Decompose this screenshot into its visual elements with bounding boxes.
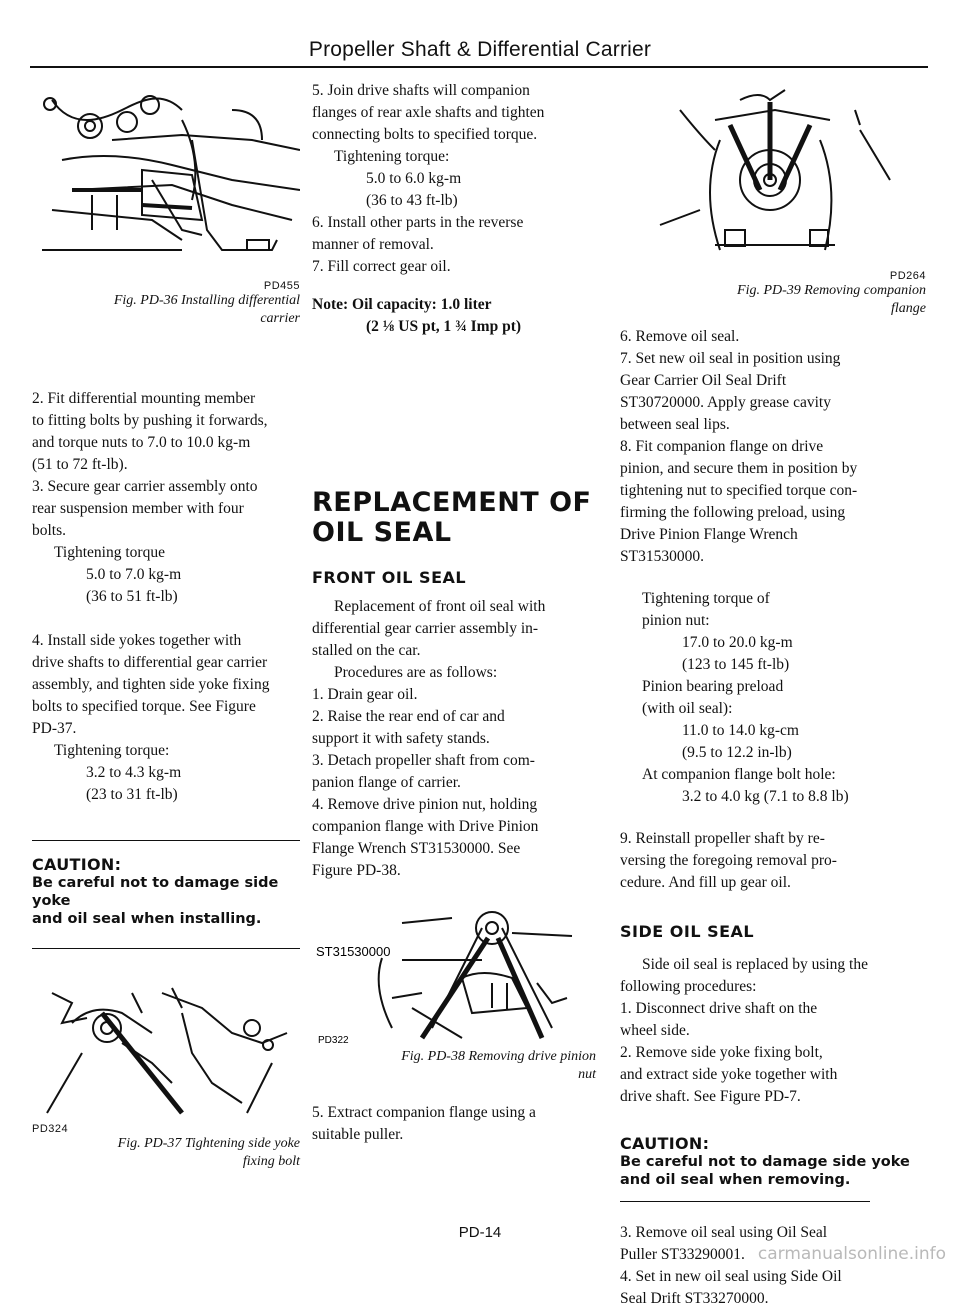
figure-caption: fixing bolt — [242, 1154, 300, 1169]
text-line: cedure. And fill up gear oil. — [620, 874, 791, 891]
column-middle — [312, 80, 596, 1146]
text-line: 5. Extract companion flange using a — [312, 1104, 536, 1121]
torque-label: Tightening torque — [54, 544, 165, 561]
spec-value: 17.0 to 20.0 kg-m — [682, 634, 793, 651]
figure-pd39 — [620, 80, 926, 318]
figure-code: PD322 — [318, 1035, 349, 1046]
figure-pd37 — [32, 973, 300, 1171]
figure-caption: nut — [578, 1067, 596, 1082]
text-line: assembly, and tighten side yoke fixing — [32, 676, 270, 693]
watermark: carmanualsonline.info — [757, 1244, 946, 1264]
text-line: Drive Pinion Flange Wrench — [620, 526, 798, 543]
text-line: pinion, and secure them in position by — [620, 460, 858, 477]
companion-flange-puller-illustration — [620, 80, 926, 270]
text-line: firming the following preload, using — [620, 504, 846, 521]
step-4 — [32, 630, 300, 806]
figure-code: PD264 — [889, 270, 926, 282]
note-oil-capacity — [312, 294, 596, 338]
text-line: 6. Install other parts in the reverse — [312, 214, 524, 231]
text-line: 1. Disconnect drive shaft on the — [620, 1000, 818, 1017]
front-intro — [312, 596, 596, 882]
text-line: support it with safety stands. — [312, 730, 490, 747]
torque-value: 5.0 to 6.0 kg-m — [366, 170, 462, 187]
text-line: drive shafts to differential gear carrier — [32, 654, 268, 671]
text-line: drive shaft. See Figure PD-7. — [620, 1088, 801, 1105]
text-line: and extract side yoke together with — [620, 1066, 838, 1083]
spec-label: pinion nut: — [642, 612, 710, 629]
caution-rule-bottom — [32, 948, 300, 949]
subsection-title-side: SIDE OIL SEAL — [620, 922, 755, 941]
text-line: 2. Remove side yoke fixing bolt, — [620, 1044, 823, 1061]
section-title-line: REPLACEMENT OF — [312, 487, 592, 518]
text-line: 4. Set in new oil seal using Side Oil — [620, 1268, 842, 1285]
text-line: following procedures: — [620, 978, 757, 995]
spec-value: 3.2 to 4.0 kg (7.1 to 8.8 lb) — [682, 788, 849, 805]
text-line: Be careful not to damage side yoke — [620, 1154, 910, 1170]
text-line: to fitting bolts by pushing it forwards, — [32, 412, 268, 429]
side-yoke-illustration — [32, 973, 300, 1123]
figure-caption: carrier — [260, 311, 300, 326]
text-line: tightening nut to specified torque con- — [620, 482, 858, 499]
text-line: Procedures are as follows: — [334, 664, 498, 681]
right-steps — [620, 326, 926, 568]
caution-title: CAUTION: — [620, 1134, 710, 1153]
text-line: manner of removal. — [312, 236, 434, 253]
step-5 — [312, 80, 596, 212]
text-line: and torque nuts to 7.0 to 10.0 kg-m — [32, 434, 251, 451]
figure-pd38 — [312, 898, 596, 1084]
torque-value: (23 to 31 ft-lb) — [86, 786, 178, 803]
text-line: bolts. — [32, 522, 67, 539]
caution-title: CAUTION: — [32, 855, 122, 874]
text-line: and oil seal when removing. — [620, 1172, 851, 1188]
text-line: Replacement of front oil seal with — [334, 598, 546, 615]
text-line: ST31530000. — [620, 548, 704, 565]
page-header-title: Propeller Shaft & Differential Carrier — [308, 38, 652, 61]
text-line: 3. Secure gear carrier assembly onto — [32, 478, 258, 495]
step-3 — [32, 476, 300, 608]
text-line: 4. Remove drive pinion nut, holding — [312, 796, 538, 813]
text-line: 8. Fit companion flange on drive — [620, 438, 824, 455]
spec-label: Pinion bearing preload — [642, 678, 784, 695]
text-line: Figure PD-38. — [312, 862, 401, 879]
text-line: Puller ST33290001. — [620, 1246, 745, 1263]
spec-label: (with oil seal): — [642, 700, 733, 717]
text-line: 5. Join drive shafts will companion — [312, 82, 530, 99]
text-line: connecting bolts to specified torque. — [312, 126, 538, 143]
text-line: Be careful not to damage side yoke — [32, 875, 279, 909]
column-right — [620, 80, 926, 1310]
text-line: 3. Remove oil seal using Oil Seal — [620, 1224, 828, 1241]
text-line: suitable puller. — [312, 1126, 404, 1143]
text-line: 3. Detach propeller shaft from com- — [312, 752, 535, 769]
side-steps — [620, 954, 926, 1108]
text-line: 1. Drain gear oil. — [312, 686, 418, 703]
step-6 — [312, 212, 596, 256]
step-7 — [312, 256, 596, 278]
text-line: panion flange of carrier. — [312, 774, 461, 791]
text-line: Gear Carrier Oil Seal Drift — [620, 372, 787, 389]
text-line: 6. Remove oil seal. — [620, 328, 740, 345]
text-line: Seal Drift ST33270000. — [620, 1290, 769, 1307]
torque-label: Tightening torque: — [54, 742, 170, 759]
figure-caption: Fig. PD-36 Installing differential — [113, 293, 300, 308]
step-9 — [620, 828, 926, 894]
spec-label: Tightening torque of — [642, 590, 770, 607]
text-line: differential gear carrier assembly in- — [312, 620, 539, 637]
spec-value: 11.0 to 14.0 kg-cm — [682, 722, 799, 739]
spec-block — [620, 588, 926, 808]
text-line: (2 ⅛ US pt, 1 ¾ Imp pt) — [366, 318, 522, 335]
text-line: 2. Fit differential mounting member — [32, 390, 256, 407]
spec-label: At companion flange bolt hole: — [642, 766, 836, 783]
figure-caption: Fig. PD-39 Removing companion — [737, 283, 926, 298]
section-title-line: OIL SEAL — [312, 517, 452, 548]
subsection-title-front: FRONT OIL SEAL — [312, 568, 467, 587]
column-left — [32, 80, 300, 1171]
text-line: 9. Reinstall propeller shaft by re- — [620, 830, 825, 847]
text-line: PD-37. — [32, 720, 77, 737]
text-line: 7. Set new oil seal in position using — [620, 350, 841, 367]
figure-caption: Fig. PD-38 Removing drive pinion — [401, 1049, 596, 1064]
torque-label: Tightening torque: — [334, 148, 450, 165]
torque-value: (36 to 43 ft-lb) — [366, 192, 458, 209]
text-line: 2. Raise the rear end of car and — [312, 708, 505, 725]
torque-value: (36 to 51 ft-lb) — [86, 588, 178, 605]
step-2 — [32, 388, 300, 476]
section-title — [312, 488, 596, 548]
drive-pinion-wrench-illustration — [312, 898, 596, 1048]
text-line: (51 to 72 ft-lb). — [32, 456, 128, 473]
text-line: rear suspension member with four — [32, 500, 244, 517]
text-line: versing the foregoing removal pro- — [620, 852, 837, 869]
text-line: bolts to specified torque. See Figure — [32, 698, 256, 715]
text-line: Note: Oil capacity: 1.0 liter — [312, 296, 492, 313]
caution-text — [620, 1153, 926, 1189]
differential-carrier-illustration — [32, 80, 300, 280]
text-line: Flange Wrench ST31530000. See — [312, 840, 521, 857]
torque-value: 5.0 to 7.0 kg-m — [86, 566, 182, 583]
text-line: 7. Fill correct gear oil. — [312, 258, 451, 275]
text-line: and oil seal when installing. — [32, 911, 262, 927]
text-line: companion flange with Drive Pinion — [312, 818, 539, 835]
text-line: between seal lips. — [620, 416, 730, 433]
page-number: PD-14 — [458, 1224, 502, 1241]
text-line: stalled on the car. — [312, 642, 421, 659]
text-line: wheel side. — [620, 1022, 690, 1039]
figure-caption: Fig. PD-37 Tightening side yoke — [117, 1136, 300, 1151]
text-line: Side oil seal is replaced by using the — [642, 956, 868, 973]
figure-code: PD324 — [32, 1123, 69, 1135]
spec-value: (9.5 to 12.2 in-lb) — [682, 744, 792, 761]
caution-text — [32, 874, 300, 928]
text-line: flanges of rear axle shafts and tighten — [312, 104, 545, 121]
header-rule — [30, 66, 928, 68]
text-line: ST30720000. Apply grease cavity — [620, 394, 831, 411]
figure-caption: flange — [891, 301, 926, 316]
spec-value: (123 to 145 ft-lb) — [682, 656, 790, 673]
figure-pd36 — [32, 80, 300, 328]
figure-code: PD455 — [263, 280, 300, 292]
text-line: 4. Install side yokes together with — [32, 632, 242, 649]
step-f5 — [312, 1102, 596, 1146]
tool-label: ST31530000 — [316, 944, 391, 959]
torque-value: 3.2 to 4.3 kg-m — [86, 764, 182, 781]
